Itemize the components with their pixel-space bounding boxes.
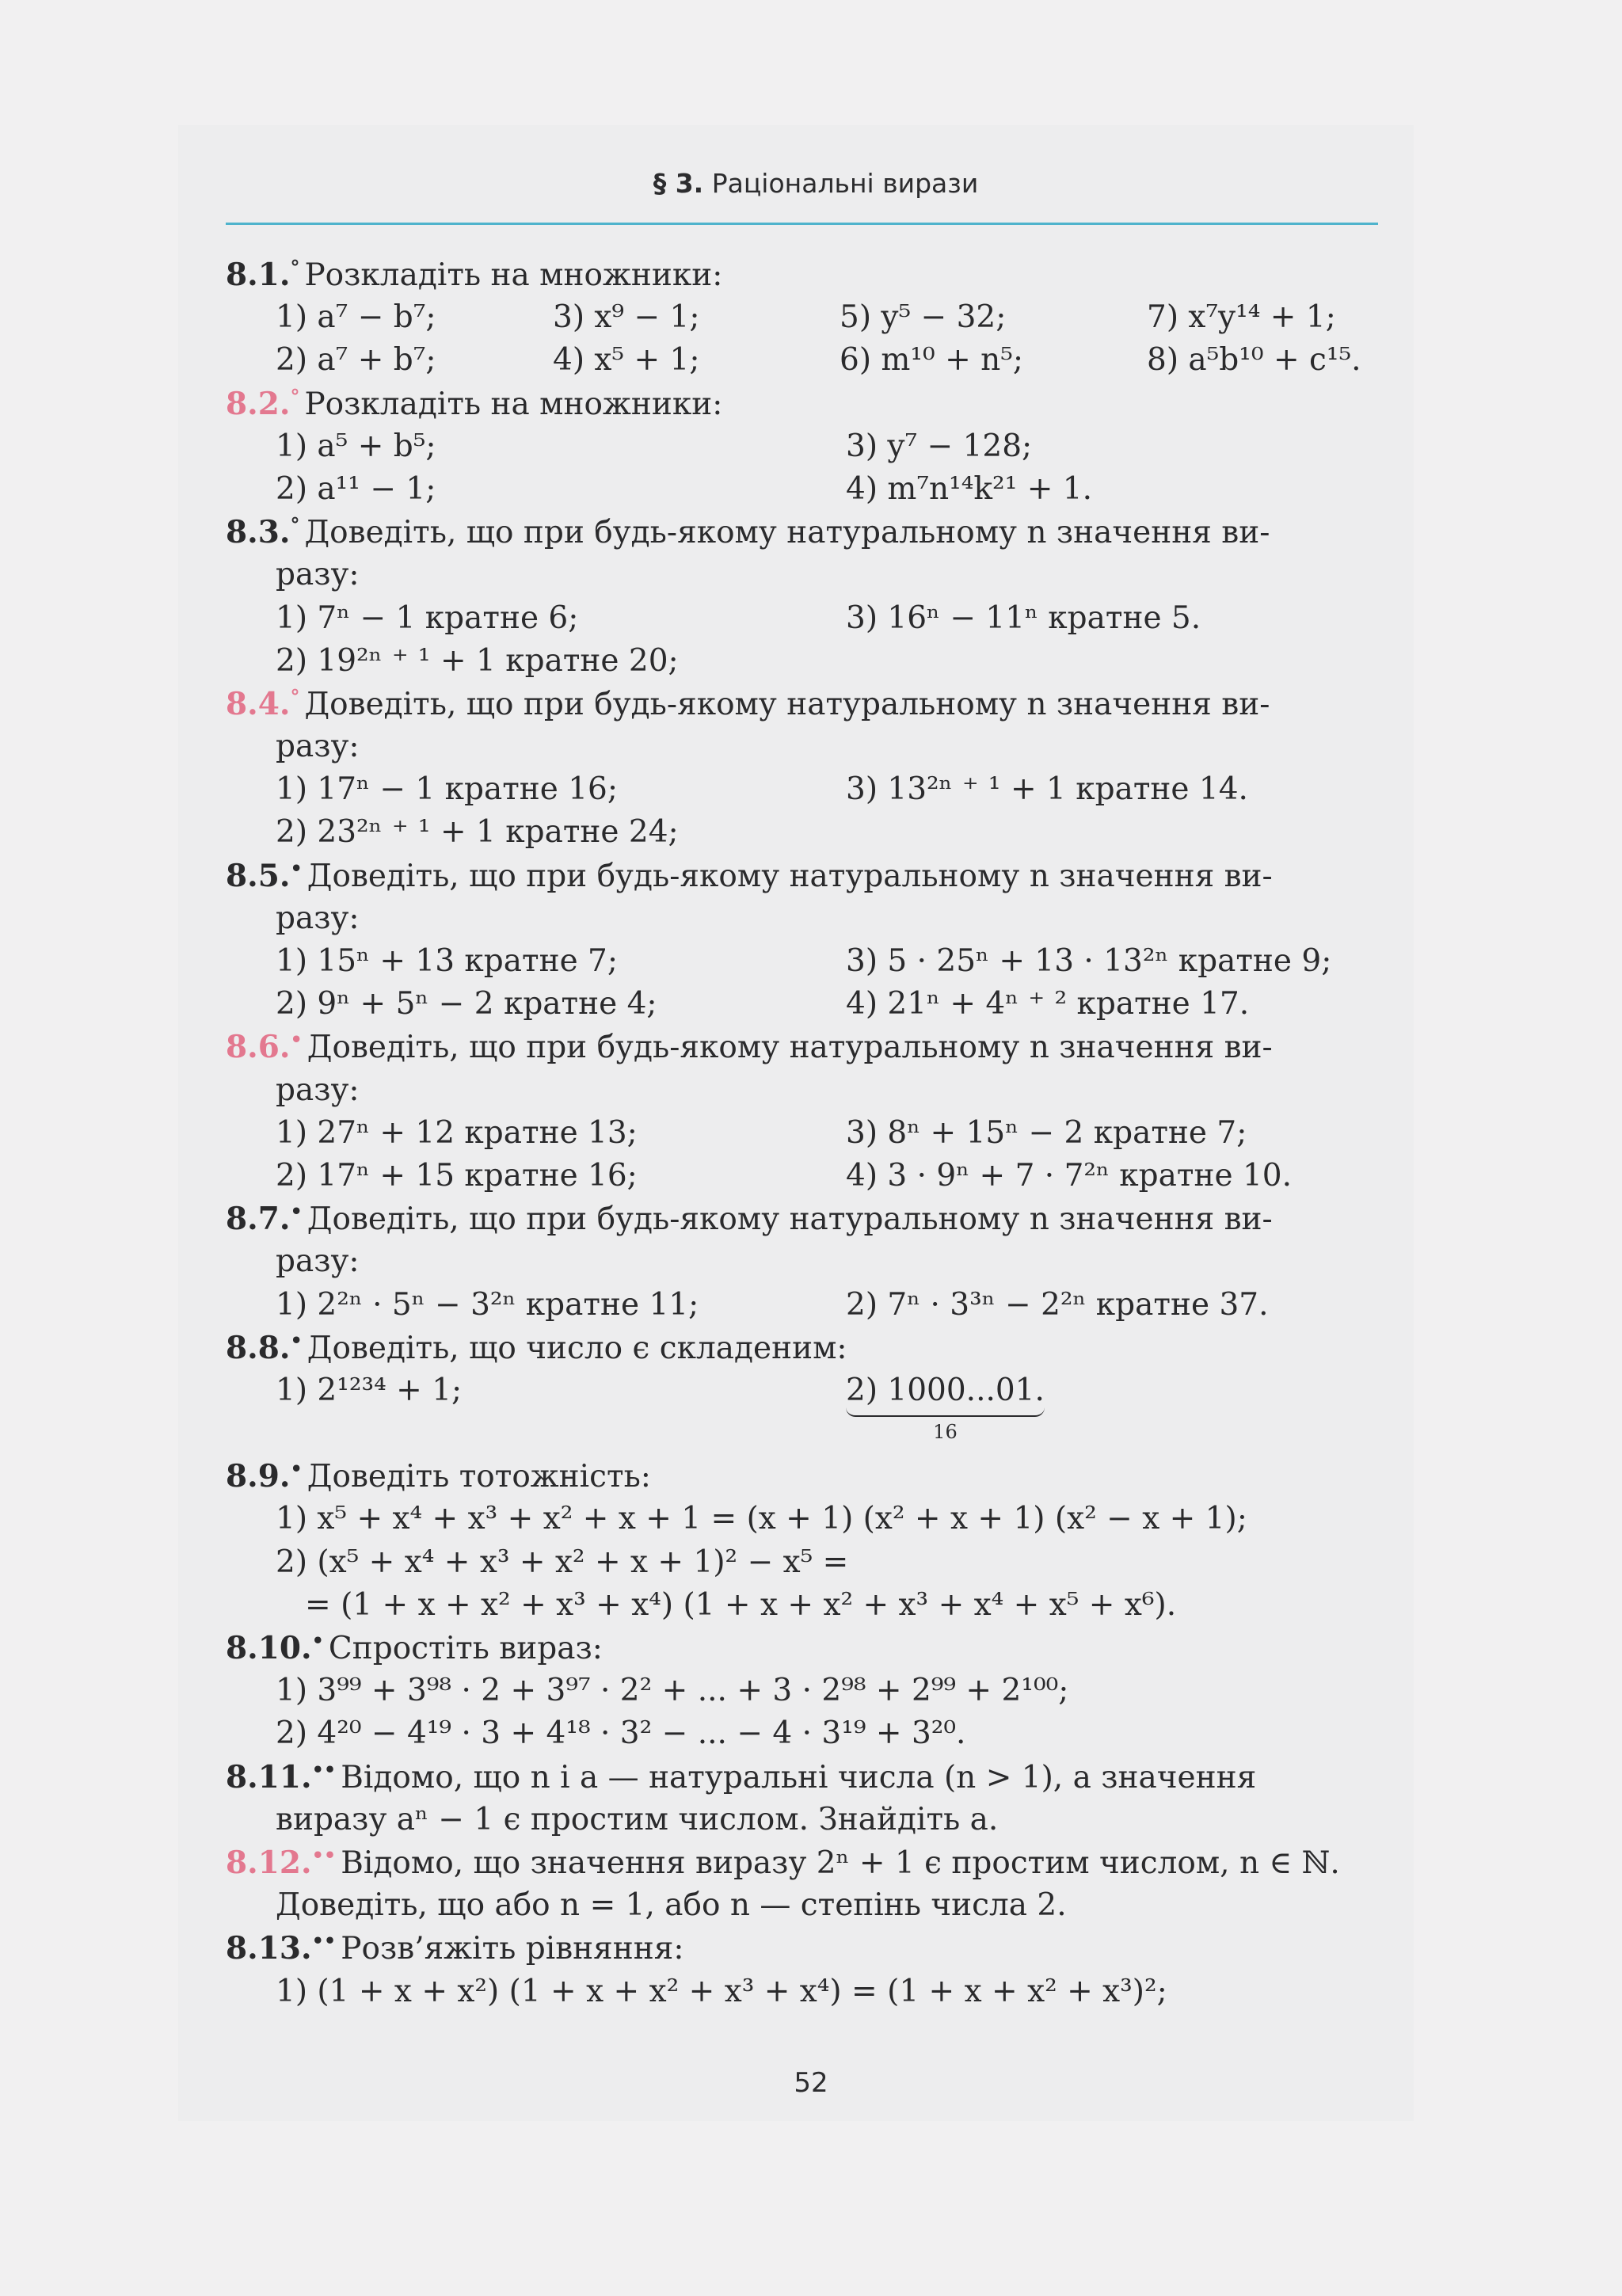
- problem-8-8-heading: [226, 1327, 1378, 1369]
- item: 2) a¹¹ − 1;: [276, 470, 436, 507]
- problem-8-2-heading: [226, 383, 1378, 425]
- problem-number: 8.3.°: [226, 513, 300, 551]
- problem-number: 8.10.•: [226, 1629, 324, 1666]
- problem-continuation: Доведіть, що або n = 1, або n — степінь числа 2.: [276, 1887, 1067, 1924]
- problem-8-3-row: [226, 597, 1378, 640]
- item: 6) m¹⁰ + n⁵;: [840, 342, 1024, 379]
- problem-text: Доведіть, що число є складеним:: [307, 1330, 847, 1366]
- item: 1) 2¹²³⁴ + 1;: [276, 1372, 463, 1408]
- item: 3) 5 · 25ⁿ + 13 · 13²ⁿ кратне 9;: [846, 943, 1332, 979]
- problem-8-7-row: [226, 1284, 1378, 1327]
- problem-continuation: разу:: [276, 900, 360, 936]
- item: 8) a⁵b¹⁰ + c¹⁵.: [1147, 342, 1361, 379]
- item: 1) 27ⁿ + 12 кратне 13;: [276, 1114, 638, 1151]
- problem-8-6-heading: [226, 1026, 1378, 1068]
- problem-number: 8.7.•: [226, 1200, 303, 1238]
- problem-text: Доведіть, що при будь-якому натуральному n значення ви-: [307, 1201, 1273, 1238]
- identity-line: 2) (x⁵ + x⁴ + x³ + x² + x + 1)² − x⁵ =: [276, 1544, 849, 1580]
- problem-text: Спростіть вираз:: [328, 1631, 603, 1666]
- item: 2) 23²ⁿ ⁺ ¹ + 1 кратне 24;: [276, 814, 679, 851]
- item: 1) 17ⁿ − 1 кратне 16;: [276, 771, 619, 808]
- item: 2) 7ⁿ · 3³ⁿ − 2²ⁿ кратне 37.: [846, 1286, 1269, 1323]
- item: 4) 21ⁿ + 4ⁿ ⁺ ² кратне 17.: [846, 986, 1250, 1022]
- problem-8-11-heading: [226, 1756, 1378, 1799]
- item: 7) x⁷y¹⁴ + 1;: [1147, 299, 1336, 336]
- identity-line: = (1 + x + x² + x³ + x⁴) (1 + x + x² + x³ + x⁴ + x⁵ + x⁶).: [305, 1586, 1177, 1623]
- problem-8-10-heading: [226, 1627, 1378, 1670]
- problem-8-5-row: [226, 983, 1378, 1026]
- item-with-brace: [846, 1369, 1045, 1443]
- problem-text: Доведіть, що при будь-якому натуральному n значення ви-: [304, 686, 1270, 722]
- problem-number: 8.6.•: [226, 1028, 303, 1066]
- problem-text: Доведіть, що при будь-якому натуральному n значення ви-: [307, 1030, 1273, 1066]
- problem-8-1-row: [226, 296, 1378, 339]
- item: 4) x⁵ + 1;: [553, 342, 700, 379]
- problem-continuation: разу:: [276, 1243, 360, 1280]
- problem-8-1-heading: [226, 253, 1378, 296]
- problem-continuation: разу:: [276, 1072, 360, 1108]
- item: 3) 13²ⁿ ⁺ ¹ + 1 кратне 14.: [846, 771, 1248, 808]
- problem-8-5-heading: [226, 855, 1378, 897]
- item: 2) a⁷ + b⁷;: [276, 342, 436, 379]
- section-number: § 3.: [653, 168, 704, 199]
- problems-list: [226, 253, 1378, 2013]
- problem-8-3-heading: [226, 511, 1378, 554]
- header-rule: [226, 223, 1378, 225]
- item: 2) 17ⁿ + 15 кратне 16;: [276, 1157, 638, 1194]
- problem-text: Відомо, що значення виразу 2ⁿ + 1 є простим числом, n ∈ ℕ.: [341, 1845, 1340, 1881]
- spacer: [226, 1412, 1378, 1455]
- problem-text: Відомо, що n і a — натуральні числа (n > 1), а значення: [341, 1759, 1257, 1795]
- problem-8-9-heading: [226, 1455, 1378, 1498]
- item: 3) 16ⁿ − 11ⁿ кратне 5.: [846, 600, 1201, 636]
- item: 3) 8ⁿ + 15ⁿ − 2 кратне 7;: [846, 1114, 1247, 1151]
- item: 1) 7ⁿ − 1 кратне 6;: [276, 600, 579, 636]
- item: 3) x⁹ − 1;: [553, 299, 700, 336]
- problem-number: 8.8.•: [226, 1328, 303, 1366]
- problem-8-2-row: [226, 468, 1378, 511]
- item: 4) 3 · 9ⁿ + 7 · 7²ⁿ кратне 10.: [846, 1157, 1292, 1194]
- problem-continuation: разу:: [276, 557, 360, 593]
- problem-number: 8.9.•: [226, 1457, 303, 1495]
- problem-number: 8.1.°: [226, 256, 300, 293]
- problem-8-6-row: [226, 1112, 1378, 1155]
- problem-8-2-row: [226, 425, 1378, 468]
- problem-text: Розв’яжіть рівняння:: [341, 1931, 684, 1967]
- problem-8-4-row: [226, 811, 1378, 854]
- problem-number: 8.11.••: [226, 1757, 337, 1795]
- problem-number: 8.12.••: [226, 1843, 337, 1881]
- problem-number: 8.13.••: [226, 1929, 337, 1967]
- problem-text: Доведіть тотожність:: [307, 1459, 651, 1495]
- problem-8-5-row: [226, 940, 1378, 983]
- expression-line: 2) 4²⁰ − 4¹⁹ · 3 + 4¹⁸ · 3² − ... − 4 · 3¹⁹ + 3²⁰.: [276, 1715, 966, 1752]
- item: 1) 2²ⁿ · 5ⁿ − 3²ⁿ кратне 11;: [276, 1286, 699, 1323]
- braced-number: 2) 1000...01. 16: [846, 1369, 1045, 1412]
- problem-number: 8.4.°: [226, 684, 300, 722]
- problem-continuation: виразу aⁿ − 1 є простим числом. Знайдіть a.: [276, 1801, 999, 1837]
- problem-text: Доведіть, що при будь-якому натуральному n значення ви-: [307, 858, 1273, 894]
- problem-continuation: разу:: [276, 729, 360, 765]
- identity-line: 1) x⁵ + x⁴ + x³ + x² + x + 1 = (x + 1) (x² + x + 1) (x² − x + 1);: [276, 1501, 1247, 1537]
- brace-label: 16: [933, 1420, 958, 1443]
- problem-8-8-row: [226, 1369, 1378, 1443]
- problem-8-4-row: [226, 768, 1378, 811]
- page-header: [238, 168, 1394, 199]
- item: 1) a⁵ + b⁵;: [276, 428, 436, 464]
- problem-8-12-heading: [226, 1841, 1378, 1884]
- problem-text: Доведіть, що при будь-якому натуральному n значення ви-: [304, 515, 1270, 551]
- item: 2) 9ⁿ + 5ⁿ − 2 кратне 4;: [276, 986, 657, 1022]
- problem-number: 8.2.°: [226, 384, 300, 422]
- problem-text: Розкладіть на множники:: [304, 386, 723, 422]
- equation-line: 1) (1 + x + x²) (1 + x + x² + x³ + x⁴) = (1 + x + x² + x³)²;: [276, 1973, 1167, 2009]
- problem-8-1-row: [226, 339, 1378, 382]
- item: 4) m⁷n¹⁴k²¹ + 1.: [846, 470, 1093, 507]
- section-title: Раціональні вирази: [711, 168, 979, 199]
- item: 1) a⁷ − b⁷;: [276, 299, 436, 336]
- item: 3) y⁷ − 128;: [846, 428, 1033, 464]
- problem-number: 8.5.•: [226, 856, 303, 894]
- problem-8-3-row: [226, 640, 1378, 683]
- problem-8-4-heading: [226, 683, 1378, 725]
- item: 1) 15ⁿ + 13 кратне 7;: [276, 943, 619, 979]
- problem-8-7-heading: [226, 1197, 1378, 1240]
- problem-8-6-row: [226, 1155, 1378, 1197]
- item: 2) 19²ⁿ ⁺ ¹ + 1 кратне 20;: [276, 642, 679, 679]
- problem-text: Розкладіть на множники:: [304, 257, 723, 293]
- item: 5) y⁵ − 32;: [840, 299, 1007, 336]
- problem-8-13-heading: [226, 1927, 1378, 1970]
- expression-line: 1) 3⁹⁹ + 3⁹⁸ · 2 + 3⁹⁷ · 2² + ... + 3 · 2⁹⁸ + 2⁹⁹ + 2¹⁰⁰;: [276, 1673, 1069, 1709]
- page-number: 52: [794, 2067, 828, 2099]
